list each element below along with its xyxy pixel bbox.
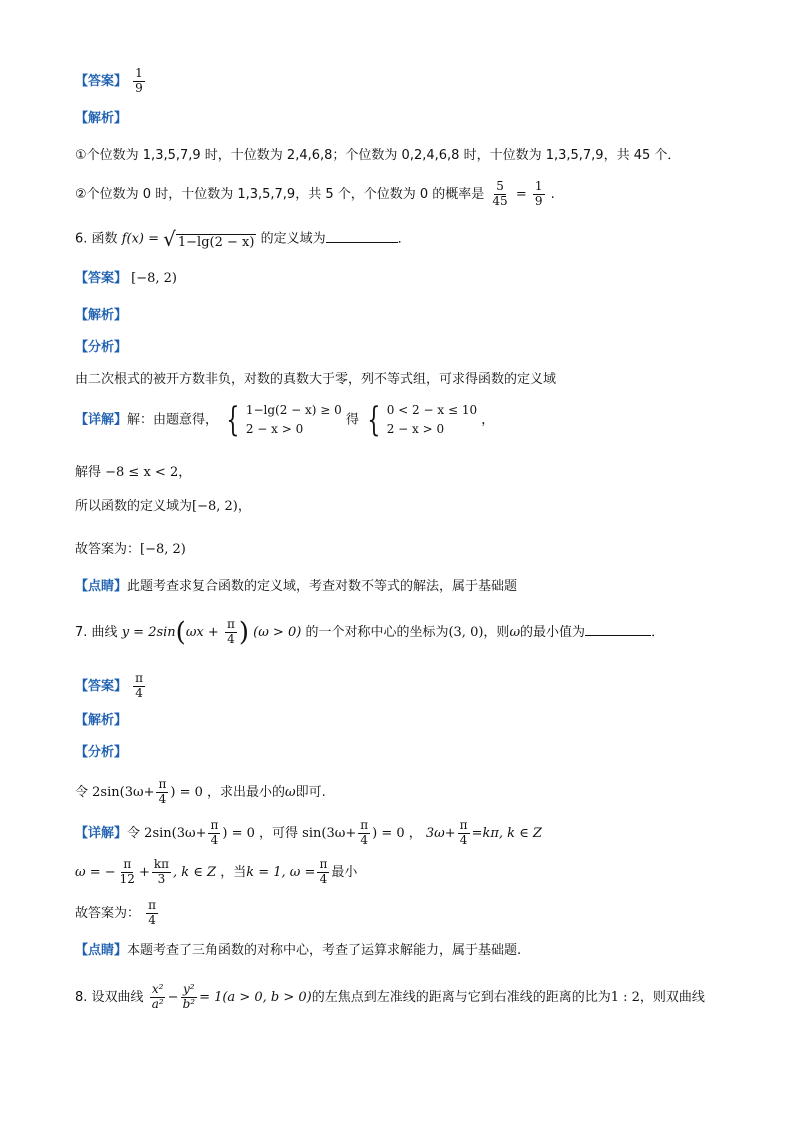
- q7-answer-line: 【答案】 $\frac{\pi}{4}$: [75, 671, 144, 700]
- q6-domain-line: 所以函数的定义域为[−8, 2)，: [75, 499, 251, 514]
- q7-final-answer: 故答案为： $\frac{\pi}{4}$: [75, 898, 157, 927]
- fraction-1-9: $\frac{1}{9}$: [534, 179, 543, 208]
- q6-dianjing: 【点睛】此题考查求复合函数的定义域，考查对数不等式的解法，属于基础题: [75, 579, 518, 594]
- answer-tag: 【答案】: [75, 73, 128, 89]
- q6-final-answer: 故答案为：[−8, 2): [75, 542, 186, 557]
- q7-question: 7. 曲线 y = 2sin(ωx + $\frac{\pi}{4}$ ) (ω > 0) 的一个对称中心的坐标为(3, 0)，则ω的最小值为 ．: [75, 617, 665, 648]
- q7-dianjing: 【点睛】本题考查了三角函数的对称中心，考查了运算求解能力，属于基础题.: [75, 943, 522, 958]
- inequality-system-1: { 1−lg(2 − x) ≥ 0 2 − x > 0: [226, 400, 342, 441]
- q7-fenxi-line: 令 2sin(3ω+ $\frac{\pi}{4}$ ) = 0 ，求出最小的ω即可.: [75, 777, 326, 806]
- q5-answer-line: [75, 67, 147, 96]
- q5-explanation-line2: ②个位数为 0 时，十位数为 1,3,5,7,9，共 5 个，个位数为 0 的概率是 $\frac{5}{45}$ = $\frac{1}{9}$ .: [75, 179, 555, 208]
- q7-detail-line1: 【详解】令 2sin(3ω+ $\frac{\pi}{4}$ ) = 0 ，可得 sin(3ω+ $\frac{\pi}{4}$ ) = 0 ， 3ω+ $\frac{\pi}{4}$ =kπ, k ∈ Z: [75, 818, 542, 847]
- q7-jiexi-tag: 【解析】: [75, 713, 128, 728]
- q6-solve-line: 解得 −8 ≤ x < 2，: [75, 465, 192, 480]
- q6-answer: [−8, 2): [131, 271, 177, 286]
- q8-question: 8. 设双曲线 $\frac{\text{x²}}{\text{a²}}$ − $\frac{\text{y²}}{\text{b²}}$ = 1(a > 0, b > 0)的左焦点到左准线的距离与它到右准线的距离的比为1 : 2，则双曲线: [75, 982, 705, 1011]
- answer-fraction: $\frac{1}{9}$: [135, 66, 143, 95]
- answer-fraction: $\frac{\pi}{4}$: [135, 671, 144, 700]
- answer-blank: [326, 242, 398, 243]
- q6-question: 6. 函数 f(x) = √ 1−lg(2 − x) 的定义域为 ．: [75, 227, 411, 251]
- q5-jiexi-tag: 【解析】: [75, 111, 128, 126]
- q5-explanation-line1: ①个位数为 1,3,5,7,9 时，十位数为 2,4,6,8；个位数为 0,2,4,6,8 时，十位数为 1,3,5,7,9，共 45 个．: [75, 148, 681, 163]
- sqrt-expression: √ 1−lg(2 − x): [163, 227, 255, 251]
- q7-detail-line2: ω = − $\frac{\pi}{12}$ + $\frac{k\pi}{3}$ , k ∈ Z ，当k = 1, ω = $\frac{\pi}{4}$ 最小: [75, 857, 358, 886]
- inequality-system-2: { 0 < 2 − x ≤ 10 2 − x > 0: [367, 400, 478, 441]
- fraction-5-45: $\frac{5}{45}$: [492, 179, 508, 208]
- q7-fenxi-tag: 【分析】: [75, 745, 128, 760]
- q6-detail-line: 【详解】解：由题意得， { 1−lg(2 − x) ≥ 0 2 − x > 0 得 { 0 < 2 − x ≤ 10 2 − x > 0 ，: [75, 400, 495, 441]
- answer-blank: [585, 635, 651, 636]
- q6-answer-line: 【答案】 [−8, 2): [75, 271, 177, 286]
- q6-jiexi-tag: 【解析】: [75, 308, 128, 323]
- q6-fenxi-text: 由二次根式的被开方数非负，对数的真数大于零，列不等式组，可求得函数的定义域: [75, 372, 557, 387]
- q6-fenxi-tag: 【分析】: [75, 340, 128, 355]
